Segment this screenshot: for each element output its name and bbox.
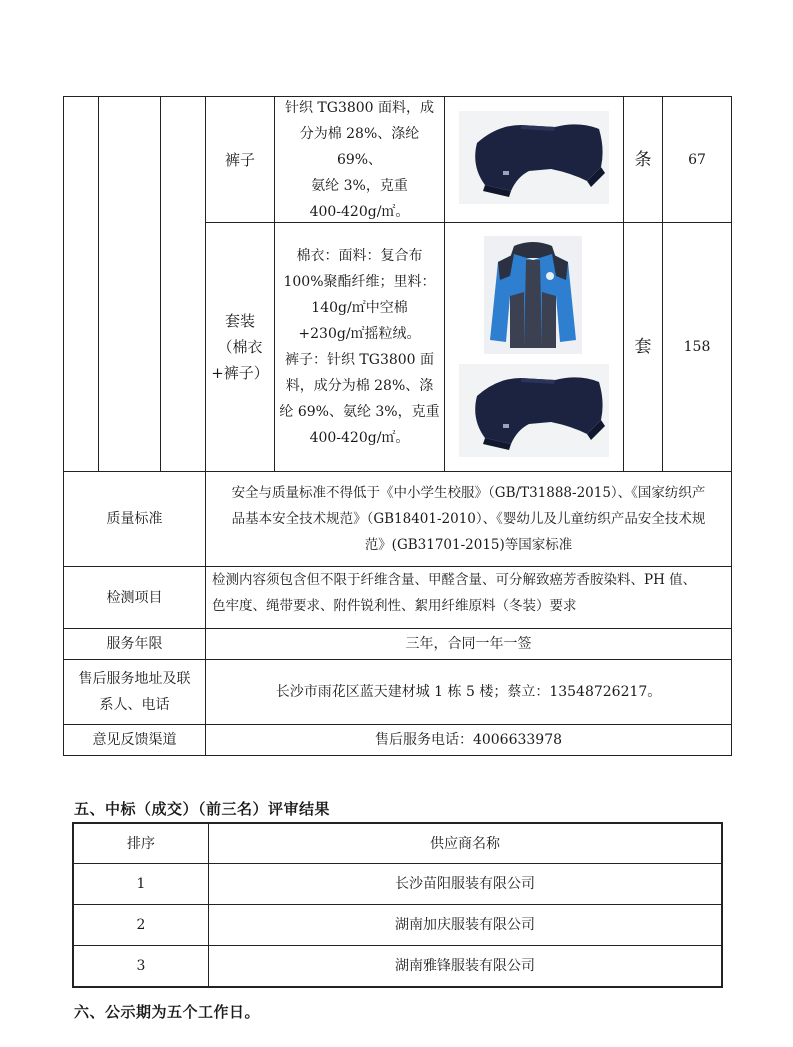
spec-line: 400-420g/㎡。 xyxy=(309,203,410,220)
table-row-supplier: 长沙苗阳服装有限公司 xyxy=(395,876,535,892)
quality-label: 质量标准 xyxy=(106,511,163,527)
spec-pants xyxy=(275,97,444,222)
unit-set: 套 xyxy=(634,337,652,357)
testing-label: 检测项目 xyxy=(106,589,163,606)
aftersales-label xyxy=(64,660,205,724)
testing-line: 色牢度、绳带要求、附件锐利性、絮用纤维原料（冬装）要求 xyxy=(212,598,577,614)
item-name-pants: 裤子 xyxy=(224,150,255,169)
item-name-set xyxy=(206,223,274,471)
navy-sweatpants-photo xyxy=(459,364,609,457)
feedback-value: 售后服务电话：4006633978 xyxy=(374,732,563,748)
aftersales-label-line: 系人、电话 xyxy=(99,697,170,713)
quality-line: 范》(GB31701-2015)等国家标准 xyxy=(364,537,573,553)
col-header-rank: 排序 xyxy=(127,835,155,852)
quantity-pants: 67 xyxy=(688,151,706,168)
section6-heading: 六、公示期为五个工作日。 xyxy=(74,1003,261,1021)
spec-line: 400-420g/㎡。 xyxy=(309,430,410,446)
blue-padded-jacket-photo xyxy=(484,236,582,354)
aftersales-value: 长沙市雨花区蓝天建材城 1 栋 5 楼；蔡立：13548726217。 xyxy=(275,684,662,700)
spec-line: 100%聚酯纤维；里料： xyxy=(283,274,436,290)
table-row-supplier: 湖南加庆服装有限公司 xyxy=(395,917,535,933)
service-years-label: 服务年限 xyxy=(106,636,163,652)
spec-line: 料，成分为棉 28%、涤 xyxy=(285,378,434,394)
quality-line: 安全与质量标准不得低于《中小学生校服》（GB/T31888-2015）、《国家纺织产 xyxy=(231,485,706,501)
spec-line: 裤子：针织 TG3800 面 xyxy=(284,352,435,368)
table-row-rank: 1 xyxy=(136,876,146,892)
quality-text xyxy=(206,472,731,566)
table-row-rank: 2 xyxy=(136,917,146,933)
spec-line: 纶 69%、氨纶 3%，克重 xyxy=(279,404,440,420)
item-line: （棉衣 xyxy=(217,338,263,356)
feedback-label: 意见反馈渠道 xyxy=(92,732,177,748)
spec-line: 棉衣：面料：复合布 xyxy=(296,248,423,264)
spec-line: +230g/㎡摇粒绒。 xyxy=(298,326,421,342)
spec-set xyxy=(275,223,444,471)
table-row-rank: 3 xyxy=(136,958,146,974)
spec-line: 氨纶 3%，克重 xyxy=(311,177,408,194)
spec-line: 140g/㎡中空棉 xyxy=(311,300,408,316)
testing-text xyxy=(212,567,727,628)
item-line: 套装 xyxy=(224,312,255,330)
testing-line: 检测内容须包含但不限于纤维含量、甲醛含量、可分解致癌芳香胺染料、PH 值、 xyxy=(212,572,697,588)
spec-line: 针织 TG3800 面料，成 xyxy=(284,99,435,116)
unit-pants: 条 xyxy=(634,149,652,170)
quality-line: 品基本安全技术规范》（GB18401-2010）、《婴幼儿及儿童纺织产品安全技术规 xyxy=(231,511,706,527)
table-row-supplier: 湖南雅锋服装有限公司 xyxy=(395,958,535,974)
aftersales-label-line: 售后服务地址及联 xyxy=(78,671,191,687)
navy-sweatpants-photo xyxy=(459,111,609,204)
service-years-value: 三年，合同一年一签 xyxy=(405,636,532,652)
quantity-set: 158 xyxy=(683,339,711,355)
section5-heading: 五、中标（成交）（前三名）评审结果 xyxy=(74,800,331,818)
col-header-supplier: 供应商名称 xyxy=(430,835,500,852)
spec-line: 分为棉 28%、涤纶 69%、 xyxy=(299,125,420,168)
item-line: +裤子） xyxy=(211,364,269,382)
